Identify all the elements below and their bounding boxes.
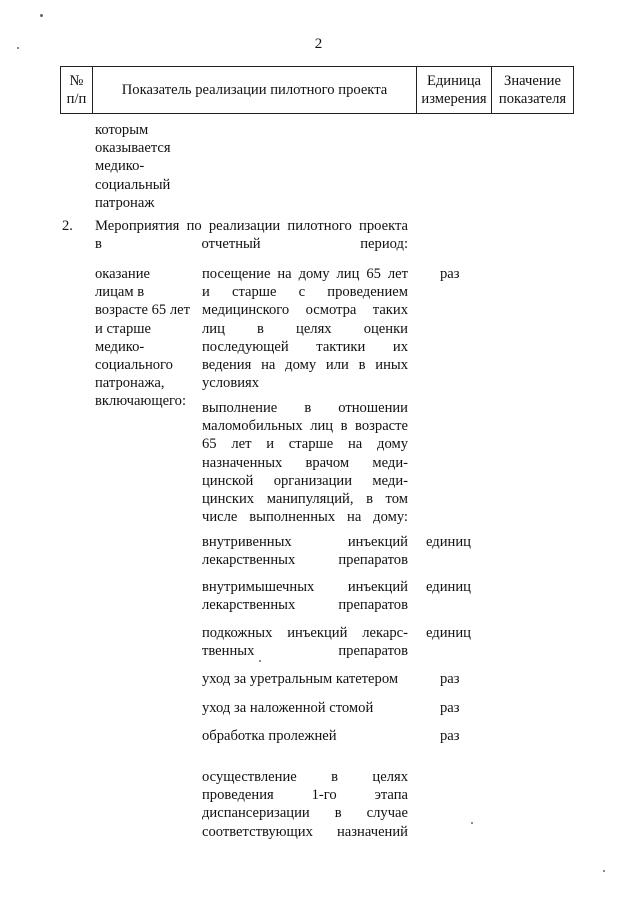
manipulation-text: внутримышечных инъекций лекарственных препаратов — [202, 579, 408, 614]
scan-speck — [259, 660, 261, 662]
manipulation-unit: раз — [440, 700, 460, 716]
item-title: Мероприятия по реализации пилотного проекта в отчетный период: — [95, 218, 408, 253]
header-value-text: Значение показателя — [498, 73, 567, 107]
performance-text: выполнение в отношении маломобильных лиц в возрасте 65 лет и старше на дому назначенных врачом меди- цинской организации меди- цинских манипуляций, в том числе выполненных на дому: — [202, 400, 408, 526]
scan-speck — [603, 870, 605, 872]
manipulation-unit: единиц — [426, 625, 471, 641]
dispensary-text: осуществление в целях проведения 1-го этапа диспансеризации в случае соответствующих назначений — [202, 769, 408, 840]
header-row — [61, 67, 574, 114]
scan-speck — [471, 822, 473, 824]
header-indicator — [93, 67, 417, 114]
visit-unit: раз — [440, 266, 460, 282]
manipulation-unit: раз — [440, 728, 460, 744]
manipulation-unit: раз — [440, 671, 460, 687]
manipulation-text: обработка пролежней — [202, 728, 337, 744]
scan-speck — [40, 14, 43, 17]
manipulation-unit: единиц — [426, 579, 471, 595]
header-number — [61, 67, 93, 114]
manipulation-text: внутривенных инъекций лекарственных препаратов — [202, 534, 408, 569]
manipulation-text: подкожных инъекций лекарс- твенных препаратов — [202, 625, 408, 660]
header-indicator-text: Показатель реализации пилотного проекта — [121, 82, 388, 98]
header-unit-text: Единица измерения — [421, 73, 487, 107]
continuation-text: которым оказывается медико- социальный патронаж — [95, 122, 171, 211]
header-number-text: № п/п — [66, 73, 87, 107]
manipulation-text: уход за наложенной стомой — [202, 700, 374, 716]
page-number: 2 — [314, 36, 323, 52]
visit-text: посещение на дому лиц 65 лет и старше с проведением медицинского осмотра таких лиц в целях оценки последующей тактики их ведения на дому или в иных условиях — [202, 266, 408, 392]
header-unit — [417, 67, 492, 114]
manipulation-text: уход за уретральным катетером — [202, 671, 399, 687]
header-value — [492, 67, 574, 114]
category-text: оказание лицам в возрасте 65 лет и старше медико- социального патронажа, включающего: — [95, 266, 190, 410]
header-table — [60, 66, 574, 114]
manipulation-unit: единиц — [426, 534, 471, 550]
item-number: 2. — [62, 218, 73, 234]
scan-speck — [17, 47, 19, 49]
